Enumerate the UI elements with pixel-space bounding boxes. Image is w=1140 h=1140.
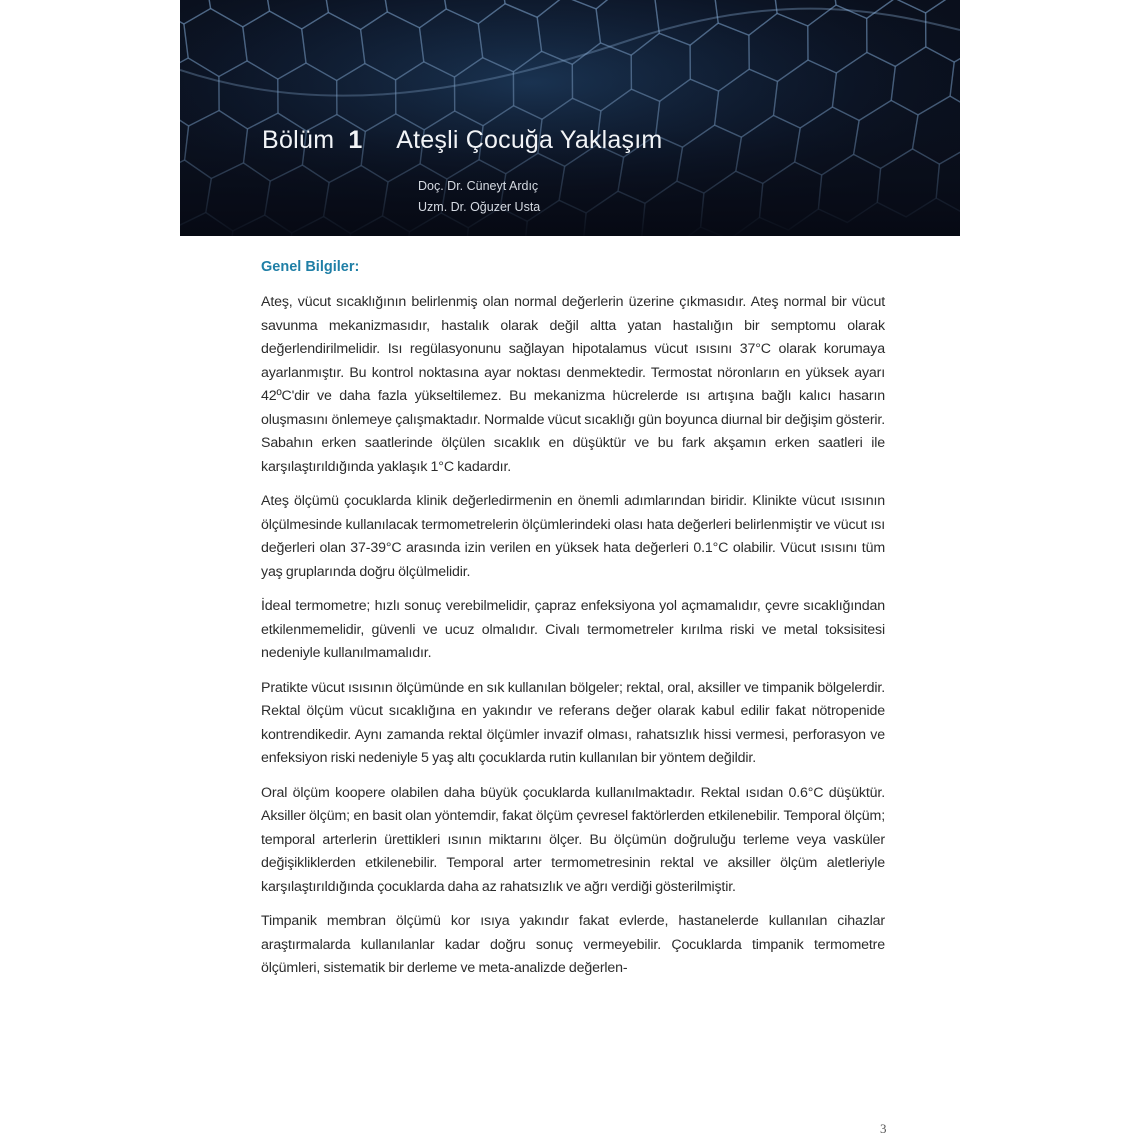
chapter-heading <box>262 126 662 166</box>
body-paragraph: Ateş, vücut sıcaklığının belirlenmiş olan normal değerlerin üzerine çıkmasıdır. Ateş normal bir vücut savunma mekanizmasıdır, hastalık olarak değil altta yatan hastalığın bir semptomu olarak değerlendirilmelidir. Isı regülasyonunu sağlayan hipotalamus vücut ısısını 37°C olarak korumaya ayarlanmıştır. Bu kontrol noktasına ayar noktası denmektedir. Termostat nöronların en yüksek ayarı 42ºC'dir ve daha fazla yükseltilemez. Bu mekanizma hücrelerde ısı artışına bağlı kalıcı hasarın oluşmasını önlemeye çalışmaktadır. Normalde vücut sıcaklığı gün boyunca diurnal bir değişim gösterir. Sabahın erken saatlerinde ölçülen sıcaklık en düşüktür ve bu fark akşamın erken saatleri ile karşılaştırıldığında yaklaşık 1°C kadardır. <box>261 294 885 475</box>
body-paragraph: Oral ölçüm koopere olabilen daha büyük çocuklarda kullanılmaktadır. Rektal ısıdan 0.6°C düşüktür. Aksiller ölçüm; en basit olan yöntemdir, fakat ölçüm çevresel faktörlerden etkilenebilir. Temporal ölçüm; temporal arterlerin ürettikleri ısının miktarını ölçer. Bu ölçümün doğruluğu terleme veya vasküler değişikliklerden etkilenebilir. Temporal arter termometresinin rektal ve aksiller ölçüm aletleriyle karşılaştırıldığında çocuklarda daha az rahatsızlık ve ağrı verdiği gösterilmiştir. <box>261 784 885 895</box>
body-paragraph: Pratikte vücut ısısının ölçümünde en sık kullanılan bölgeler; rektal, oral, aksiller ve timpanik bölgelerdir. Rektal ölçüm vücut sıcaklığına en yakındır ve referans değer olarak kabul edilir fakat nötropenide kontrendikedir. Aynı zamanda rektal ölçümler invazif olması, rahatsızlık hissi vermesi, perforasyon ve enfeksiyon riski nedeniyle 5 yaş altı çocuklarda rutin kullanılan bir yöntem değildir. <box>261 679 885 766</box>
author-list <box>418 176 540 218</box>
author-name: Uzm. Dr. Oğuzer Usta <box>418 200 541 214</box>
chapter-title: Ateşli Çocuğa Yaklaşım <box>396 126 663 154</box>
chapter-header-banner <box>180 0 960 236</box>
body-paragraph: Timpanik membran ölçümü kor ısıya yakındır fakat evlerde, hastanelerde kullanılan cihazlar araştırmalarda kullanılanlar kadar doğru sonuç vermeyebilir. Çocuklarda timpanik termometre ölçümleri, sistematik bir derleme ve meta-analizde değerlen- <box>261 913 885 976</box>
chapter-label: Bölüm <box>262 126 335 154</box>
page-number: 3 <box>880 1121 887 1136</box>
author-name: Doç. Dr. Cüneyt Ardıç <box>418 179 539 193</box>
section-heading: Genel Bilgiler: <box>261 259 360 275</box>
chapter-number: 1 <box>348 126 363 154</box>
chapter-body <box>261 255 885 992</box>
body-paragraph: Ateş ölçümü çocuklarda klinik değerledirmenin en önemli adımlarından biridir. Klinikte vücut ısısının ölçülmesinde kullanılacak termometrelerin ölçümlerindeki olası hata değerleri belirlenmiştir ve vücut ısı değerleri olan 37-39°C arasında izin verilen en yüksek hata değerleri 0.1°C olabilir. Vücut ısısını tüm yaş gruplarında doğru ölçülmelidir. <box>261 493 885 580</box>
body-paragraph: İdeal termometre; hızlı sonuç verebilmelidir, çapraz enfeksiyona yol açmamalıdır, çevre sıcaklığından etkilenmemelidir, güvenli ve ucuz olmalıdır. Civalı termometreler kırılma riski ve metal toksisitesi nedeniyle kullanılmamalıdır. <box>261 598 885 661</box>
hexagon-mesh-background <box>180 0 960 236</box>
